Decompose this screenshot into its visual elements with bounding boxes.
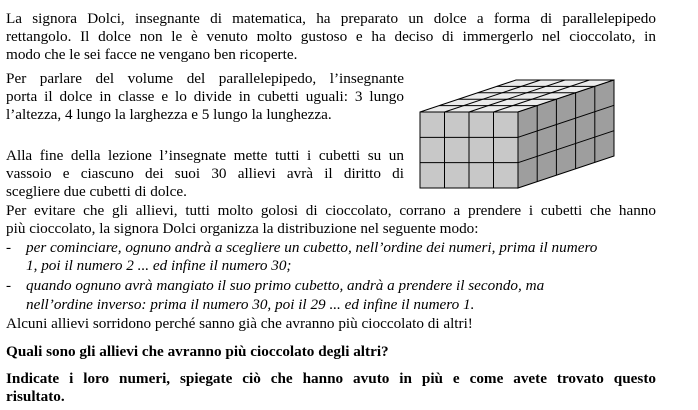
bullet-2-line-1: quando ognuno avrà mangiato il suo primo cubetto, andrà a prendere il secondo, ma: [26, 277, 545, 294]
intro-line-3: modo che le sei facce ne vengano ben ricoperte.: [6, 46, 298, 63]
distribution-line-1: Per evitare che gli allievi, tutti molto golosi di cioccolato, corrano a prendere i cubetti che hanno: [6, 202, 656, 219]
intro-line-2: rettangolo. Il dolce non le è venuto molto gustoso e ha deciso di immergerlo nel cioccolato, in: [6, 28, 656, 45]
bullet-1-line-2: 1, poi il numero 2 ... ed infine il numero 30;: [26, 257, 292, 274]
distribution-line-2: più cioccolato, la signora Dolci organizza la distribuzione nel seguente modo:: [6, 220, 479, 237]
bullet-2-line-2: nell’ordine inverso: prima il numero 30, poi il 29 ... ed infine il numero 1.: [26, 296, 475, 313]
end-lesson-line-2: vassoio e ciascuno dei suoi 30 allievi avrà il diritto di: [6, 165, 404, 182]
volume-line-1: Per parlare del volume del parallelepipedo, l’insegnante: [6, 70, 404, 87]
end-lesson-line-3: scegliere due cubetti di dolce.: [6, 183, 187, 200]
parallelepiped-figure: [418, 78, 618, 190]
bullet-1-line-1: per cominciare, ognuno andrà a scegliere un cubetto, nell’ordine dei numeri, prima il numero: [26, 239, 598, 256]
volume-line-3: l’altezza, 4 lungo la larghezza e 5 lungo la lunghezza.: [6, 106, 332, 123]
question-2-line-2: risultato.: [6, 388, 65, 405]
volume-line-2: porta il dolce in classe e lo divide in cubetti uguali: 3 lungo: [6, 88, 404, 105]
end-lesson-line-1: Alla fine della lezione l’insegnate mette tutti i cubetti su un: [6, 147, 404, 164]
intro-line-1: La signora Dolci, insegnante di matematica, ha preparato un dolce a forma di parallelepipedo: [6, 10, 656, 27]
question-2-line-1: Indicate i loro numeri, spiegate ciò che hanno avuto in più e come avete trovato questo: [6, 370, 656, 387]
bullet-dash-2: -: [6, 277, 12, 294]
smile-line: Alcuni allievi sorridono perché sanno già che avranno più cioccolato di altri!: [6, 315, 473, 332]
question-1: Quali sono gli allievi che avranno più cioccolato degli altri?: [6, 343, 389, 360]
bullet-dash-1: -: [6, 239, 12, 256]
